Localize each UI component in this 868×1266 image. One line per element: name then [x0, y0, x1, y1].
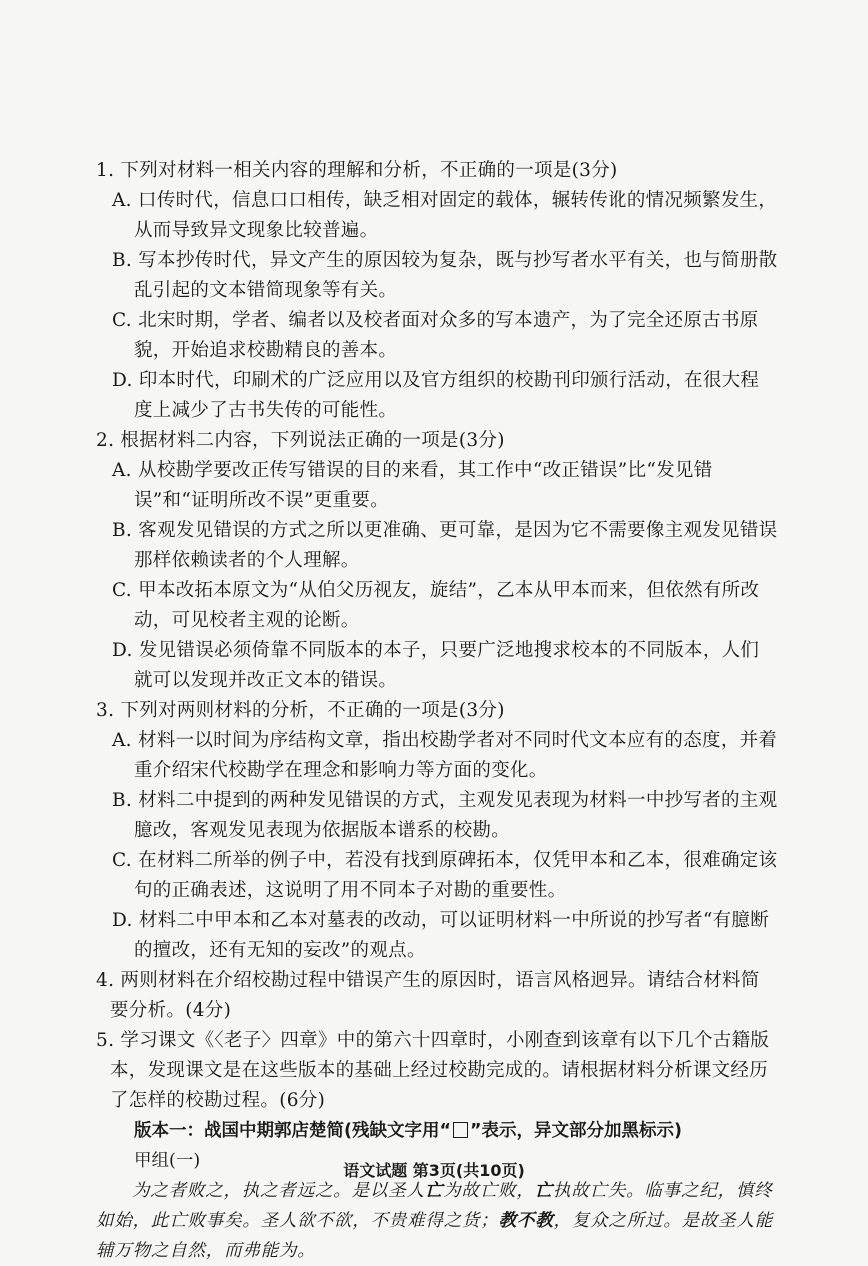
question-1-option-c: C. 北宋时期，学者、编者以及校者面对众多的写本遗产，为了完全还原古书原貌，开始追求校勘精良的善本。 [112, 310, 759, 361]
missing-char-box-icon [453, 1122, 468, 1138]
question-4-stem: 4. 两则材料在介绍校勘过程中错误产生的原因时，语言风格迥异。请结合材料简要分析。(4分) [96, 970, 760, 1021]
question-5-stem: 5. 学习课文《〈老子〉四章》中的第六十四章时，小刚查到该章有以下几个古籍版本，发现课文是在这些版本的基础上经过校勘完成的。请根据材料分析课文经历了怎样的校勘过程。(6分) [96, 1030, 770, 1111]
version-1-heading-pre: 版本一：战国中期郭店楚简(残缺文字用“ [134, 1121, 451, 1141]
version-1-heading [96, 1116, 778, 1146]
ancient-text-part: ，复众之所过。是故圣人能辅万物之自然，而弗能为。 [96, 1211, 774, 1261]
question-2 [96, 426, 778, 696]
variant-char: 亡 [534, 1181, 553, 1201]
question-5 [96, 1026, 778, 1266]
question-1 [96, 156, 778, 426]
question-3 [96, 696, 778, 966]
question-2-option-a: A. 从校勘学要改正传写错误的目的来看，其工作中“改正错误”比“发见错误”和“证明所改不误”更重要。 [112, 460, 713, 511]
question-2-option-c: C. 甲本改拓本原文为“从伯父历视友，旋结”，乙本从甲本而来，但依然有所改动，可见校者主观的论断。 [112, 580, 760, 631]
question-1-option-b: B. 写本抄传时代，异文产生的原因较为复杂，既与抄写者水平有关，也与简册散乱引起的文本错简现象等有关。 [112, 250, 778, 301]
group-label: 甲组(一) [134, 1151, 201, 1171]
question-3-option-b: B. 材料二中提到的两种发见错误的方式，主观发见表现为材料一中抄写者的主观臆改，客观发见表现为依据版本谱系的校勘。 [112, 790, 778, 841]
question-1-option-a: A. 口传时代，信息口口相传，缺乏相对固定的载体，辗转传讹的情况频繁发生，从而导致异文现象比较普遍。 [112, 190, 778, 241]
question-2-stem: 2. 根据材料二内容，下列说法正确的一项是(3分) [96, 430, 505, 451]
question-3-option-a: A. 材料一以时间为序结构文章，指出校勘学者对不同时代文本应有的态度，并着重介绍宋代校勘学在理念和影响力等方面的变化。 [112, 730, 778, 781]
page-footer: 语文试题 第3页(共10页) [343, 1161, 525, 1180]
question-3-option-c: C. 在材料二所举的例子中，若没有找到原碑拓本，仅凭甲本和乙本，很难确定该句的正确表述，这说明了用不同本子对勘的重要性。 [112, 850, 778, 901]
variant-char: 亡 [424, 1181, 444, 1201]
question-3-stem: 3. 下列对两则材料的分析，不正确的一项是(3分) [96, 700, 505, 721]
question-1-stem: 1. 下列对材料一相关内容的理解和分析，不正确的一项是(3分) [96, 160, 618, 181]
variant-chars: 教不教 [498, 1211, 554, 1231]
question-1-option-d: D. 印本时代，印刷术的广泛应用以及官方组织的校勘刊印颁行活动，在很大程度上减少了古书失传的可能性。 [112, 370, 760, 421]
question-3-option-d: D. 材料二中甲本和乙本对墓表的改动，可以证明材料一中所说的抄写者“有臆断的擅改，还有无知的妄改”的观点。 [112, 910, 769, 961]
question-2-option-d: D. 发见错误必须倚靠不同版本的本子，只要广泛地搜求校本的不同版本，人们就可以发现并改正文本的错误。 [112, 640, 760, 691]
ancient-text [96, 1176, 778, 1266]
question-2-option-b: B. 客观发见错误的方式之所以更准确、更可靠，是因为它不需要像主观发见错误那样依赖读者的个人理解。 [112, 520, 778, 571]
version-1-heading-post: ”表示，异文部分加黑标示) [470, 1121, 682, 1141]
ancient-text-part: 为故亡败， [443, 1181, 535, 1201]
question-4 [96, 966, 778, 1026]
ancient-text-part: 执故亡失。临事之纪，慎终如始，此亡败事矣。圣人欲不欲，不贵难得之货； [96, 1181, 773, 1231]
ancient-text-part: 为之者败之，执之者远之。是以圣人 [132, 1181, 425, 1201]
